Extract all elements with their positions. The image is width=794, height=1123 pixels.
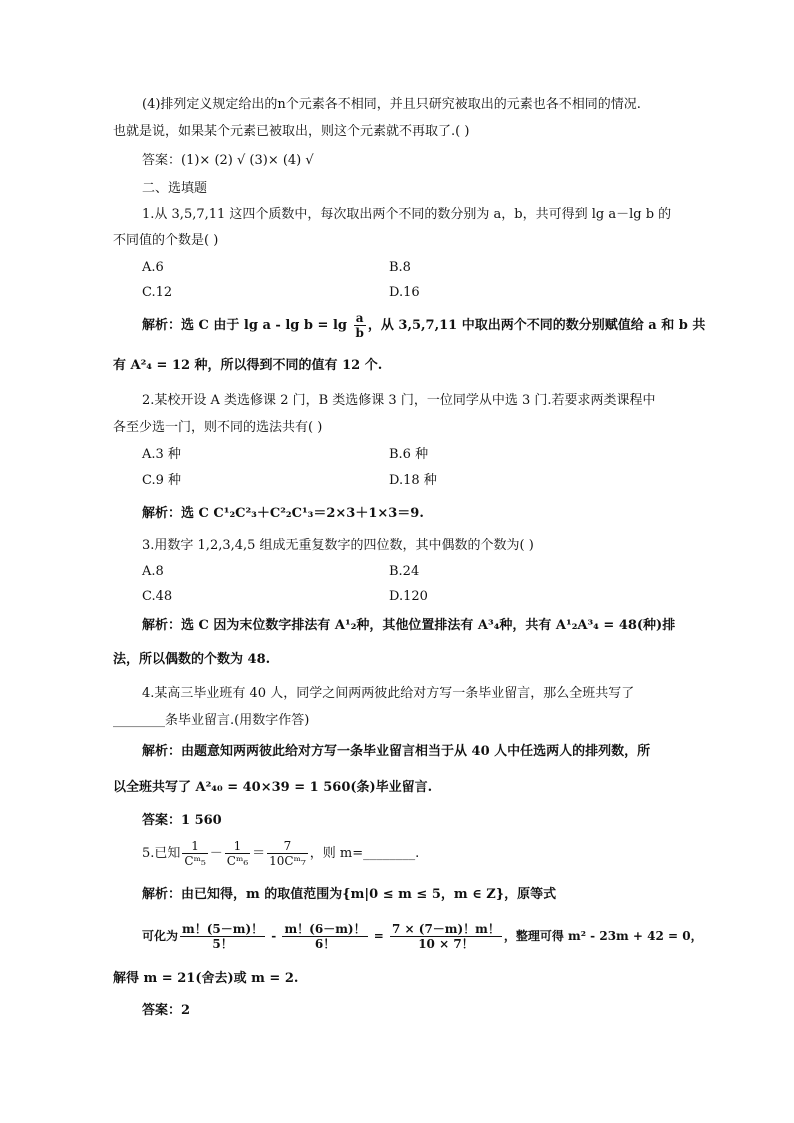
q3-option-c: C.48: [142, 589, 173, 604]
q5-solution-fraction-3: [390, 922, 502, 951]
q5-solution-line3: 解得 m = 21(舍去)或 m = 2.: [113, 971, 299, 986]
q5-fraction-3: [267, 839, 308, 868]
q3-option-a: A.8: [142, 564, 164, 579]
q1-option-c: C.12: [142, 285, 173, 300]
q3-option-b: B.24: [389, 564, 420, 579]
q1-solution-line1: [142, 308, 705, 344]
q5-solution-line1: 解析：由已知得，m 的取值范围为{m|0 ≤ m ≤ 5，m ∈ Z}，原等式: [142, 887, 557, 902]
q2-stem-line1: 2.某校开设 A 类选修课 2 门，B 类选修课 3 门，一位同学从中选 3 门.若要求两类课程中: [142, 393, 656, 408]
q2-solution: 解析：选 C C¹₂C²₃＋C²₂C¹₃＝2×3＋1×3＝9.: [142, 506, 424, 521]
q4-solution-line2: 以全班共写了 A²₄₀ = 40×39 = 1 560(条)毕业留言.: [113, 780, 433, 795]
q1-stem-line1: 1.从 3,5,7,11 这四个质数中，每次取出两个不同的数分别为 a，b，共可得到 lg a－lg b 的: [142, 207, 672, 222]
fraction-numerator: 1: [225, 839, 250, 854]
q1-option-a: A.6: [142, 260, 164, 275]
fraction-denominator: Cᵐ₆: [226, 854, 249, 868]
q5-stem: 5.已知 $\frac{1}{\text{Cᵐ₅}}$ － $\frac{1}{\text{Cᵐ₆}}$ ＝ $\frac{7}{\text{10Cᵐ₇}}$ ，则 m=________.: [142, 839, 420, 868]
q3-option-d: D.120: [389, 589, 428, 604]
q5-solution-line2: 可化为 $\frac{m!(5-m)!}{5!}$ - $\frac{m!(6-m)!}{6!}$ = $\frac{7 \times (7-m)!m!}{10 \times 7!}$ ，整理可得 m² - 23m + 42 = 0，: [142, 922, 703, 951]
q4-answer: 答案：1 560: [142, 813, 222, 828]
q3-solution-line1: 解析：选 C 因为末位数字排法有 A¹₂种，其他位置排法有 A³₄种，共有 A¹₂A³₄ = 48(种)排: [142, 618, 676, 633]
fraction-denominator: 10 × 7！: [418, 937, 474, 951]
q1-option-b: B.8: [389, 260, 411, 275]
q3-solution-line2: 法，所以偶数的个数为 48.: [113, 652, 271, 667]
q5-solution-fraction-1: [180, 922, 265, 951]
q1-option-d: D.16: [389, 285, 420, 300]
fraction-denominator: 5！: [212, 937, 233, 951]
fraction-numerator: m！(6－m)！: [284, 922, 366, 936]
q2-option-a: A.3 种: [142, 447, 181, 462]
q2-option-c: C.9 种: [142, 473, 182, 488]
fraction-numerator: m！(5－m)！: [182, 922, 264, 936]
q5-solution-fraction-2: [282, 922, 367, 951]
item4-line2: 也就是说，如果某个元素已被取出，则这个元素就不再取了.( ): [113, 124, 470, 139]
q4-stem-line1: 4.某高三毕业班有 40 人，同学之间两两彼此给对方写一条毕业留言，那么全班共写了: [142, 686, 635, 701]
q5-fraction-1: [182, 839, 207, 868]
q1-solution-suffix: ，从 3,5,7,11 中取出两个不同的数分别赋值给 a 和 b 共: [367, 318, 706, 333]
q3-stem: 3.用数字 1,2,3,4,5 组成无重复数字的四位数，其中偶数的个数为( ): [142, 538, 534, 553]
fraction-numerator: 7: [267, 839, 308, 854]
q2-option-d: D.18 种: [389, 473, 437, 488]
q1-solution-line2: 有 A²₄ = 12 种，所以得到不同的值有 12 个.: [113, 358, 383, 373]
q2-stem-line2: 各至少选一门，则不同的选法共有( ): [113, 420, 323, 435]
q5-answer: 答案：2: [142, 1003, 191, 1018]
fraction-denominator: 6！: [314, 937, 336, 951]
fraction-denominator: 10Cᵐ₇: [269, 854, 306, 868]
q4-solution-line1: 解析：由题意知两两彼此给对方写一条毕业留言相当于从 40 人中任选两人的排列数，所: [142, 744, 651, 759]
q5-solution-suffix: ，整理可得 m² - 23m + 42 = 0，: [503, 929, 703, 943]
q2-option-b: B.6 种: [389, 447, 429, 462]
fraction-numerator: 7 × (7－m)！m！: [392, 922, 500, 936]
q5-stem-prefix: 5.已知: [142, 846, 181, 861]
q5-stem-suffix: ，则 m=________.: [309, 846, 420, 861]
q5-solution-prefix: 可化为: [142, 929, 179, 943]
fraction-denominator: Cᵐ₅: [184, 854, 206, 868]
q4-stem-line2: ________条毕业留言.(用数字作答): [113, 713, 310, 728]
q5-fraction-2: [225, 839, 250, 868]
part1-answer: 答案：(1)× (2) √ (3)× (4) √: [142, 153, 314, 168]
fraction-numerator: 1: [182, 839, 207, 854]
fraction-denominator: b: [355, 326, 364, 340]
q1-stem-line2: 不同值的个数是( ): [113, 233, 219, 248]
section-title: 二、选填题: [142, 181, 208, 196]
q1-solution-prefix: 解析：选 C 由于 lg a - lg b = lg: [142, 318, 347, 333]
fraction-numerator: a: [354, 311, 366, 326]
item4-line1: (4)排列定义规定给出的n个元素各不相同，并且只研究被取出的元素也各不相同的情况.: [142, 97, 641, 112]
q1-fraction: [354, 311, 366, 340]
